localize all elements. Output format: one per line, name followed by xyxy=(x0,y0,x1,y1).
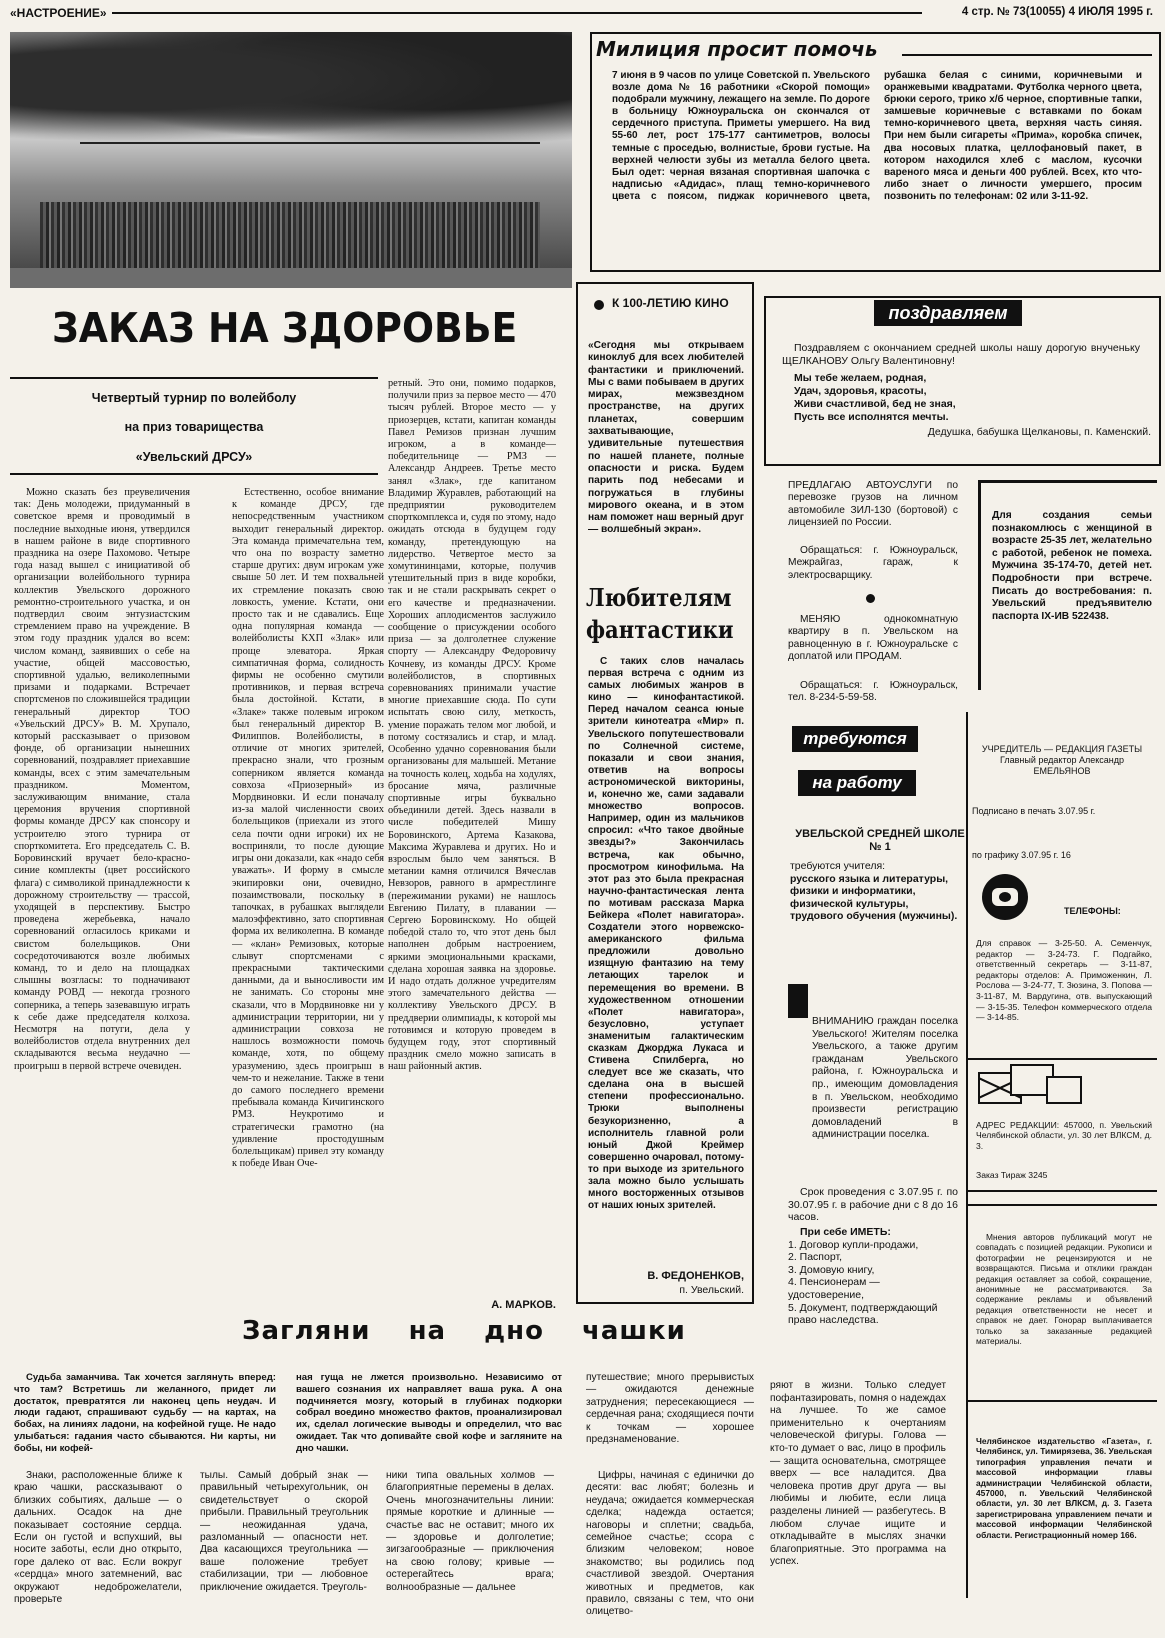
notice-docs: При себе ИМЕТЬ: 1. Договор купли-продажи, 2. Паспорт, 3. Домовую книгу, 4. Пенсионерам — удостоверение, 5. Документ, подтверждающий право наследства. xyxy=(788,1226,938,1327)
congrats-badge: поздравляем xyxy=(874,300,1022,326)
jobs-list: требуются учителя: русского языка и литературы, физики и информатики, физической культуры, трудового обучения (мужчины). xyxy=(790,860,958,922)
congrats-verse: Мы тебе желаем, родная, Удач, здоровья, красоты, Живи счастливой, бед не зная, Пусть все исполнятся мечты. xyxy=(794,372,956,423)
kino-rubric: К 100-ЛЕТИЮ КИНО xyxy=(612,296,729,310)
ad-family: Для создания семьи познакомлюсь с женщиной в возрасте 25-35 лет, желательно с работой, ребенок не помеха. Мужчина 35-174-70, детей нет. Подробности при встрече. Писать до востребования: п. Увельский предъявителю паспорта IX-ИВ 522438. xyxy=(992,510,1152,622)
article-col-3: ретный. Это они, помимо подарков, получили приз за первое место — 470 тысяч рублей. Второе место — у приозерцев, кстати, капитан команды Павел Ремизов признан лучшим игроком, а в команде—победительнице — РМЗ — Александр Андреев. Третье место занял «Злак», где капитаном Владимир Журавлев, работающий на предприятии руководителем спорткомплекса и, судя по этому, надо ожидать отсюда в будущем году команду, претендующую на лидерство. Четвертое место за хомутининцами, которые, получив утешительный приз в виде коробки, так и не стали раскрывать секрет о его качестве и предназначении. Хороших аплодисментов заслужило сообщение о присуждении особого приза — за долголетнее служение спорту — Александру Федоровичу Кочневу, из команды ДРСУ. Кроме волейболистов, в спортивных соревнованиях принимали участие многие приехавшие сюда. По сути испытать свою силу, меткость, умение поражать телом мог любой, и потому состязались и стар, и млад. Особенно удачно соревнования были организованы для малышей. Метание на точность колец, ходьба на ходулях, бросание мяча, различные спортивные игры буквально объединили детей. Здесь назвали в числе победителей Мишу Боровинского, Артема Казакова, Максима Журавлева и других. Но и взрослым было чем заняться. В метании камня отличился Вячеслав Невзоров, равного в армрестлинге (пережимании руками) не нашлось Евгению Пилату, в плавании — Сергею Боровинскому. Но общей победой стало то, что этот день был наполнен добрым настроением, яркими эмоциональными красками, сделана хорошая заявка на здоровье. И надо отдать должное учредителям этого замечательного действа — коллективу Увельского ДРСУ. В преддверии олимпиады, к которой мы готовимся и которую проведем в будущем году, этот спортивный праздник смело можно записать в наш районный актив. xyxy=(388,378,556,1073)
article-col-1: Можно сказать без преувеличения так: День молодежи, придуманный в советское время и проводимый в последние выходные июня, утвердился в нашем районе в виде спортивного праздника на озере Пахомово. Четыре года назад вышел с инициативой об организации волейбольного турнира коллектив Увельского дорожного ремонтно-строительного участка, и он подтвердил своим энтузиастским стремлением право на учреждение. В этом году праздник удался во всем: числом команд, заявивших о себе на участие, общей массовостью, спортивной удалью, великолепными призами и подарками. Встречает спортсменов по сложившейся традиции генеральный директор ТОО «Увельский ДРСУ» В. М. Хрупало, который рассказывает о призовом фонде, об организации нынешних соревнований, поздравляет приехавшие команды, всех с этим замечательным праздником. Моментом, заслуживающим внимание, стала церемония вручения спортивной формы команде ДРСУ как спонсору и устроителю этого турнира от спорткомитета. Его председатель С. В. Боровинский вручает бело-красно-синие комплекты (цвет российского флага) с символикой принадлежности к дорожному строительству — трассой, уходящей в перспективу. Быстро проведена жеребьевка, начало соревнований огласилось криками и свистом болельщиков. Они сосредоточиваются возле любимых команд, то и дело на площадках слышны возгласы: то подначивают команду РОВД — некогда грозного соперника, а теперь зазевавшую играть к себе даже председателя колхоза. Несмотря на потуги, дела у волейболистов отдела внутренних дел складываются весьма неудачно — проигрыш в первой встрече очевиден. xyxy=(14,487,190,1072)
issue-info: 4 стр. № 73(10055) 4 ИЮЛЯ 1995 г. xyxy=(961,6,1153,18)
imprint-phones: Для справок — 3-25-50. А. Семенчук, редактор — 3-24-73. Г. Подгайко, ответственный секретарь — 3-11-87, редакторы отделов: А. Приможенкин, Л. Рослова — 3-24-77, Т. Зюзина, З. Попова — 3-11-87, М. Вардугина, отв. выпускающий — 3-15-35. Телефон коммерческого отдела — 3-14-85. xyxy=(976,938,1152,1023)
envelope-icon xyxy=(1046,1076,1082,1104)
article-author: А. МАРКОВ. xyxy=(491,1299,556,1311)
article-subtitle-1: Четвертый турнир по волейболу xyxy=(91,391,297,405)
imprint-address: АДРЕС РЕДАКЦИИ: 457000, п. Увельский Челябинской области, ул. 30 лет ВЛКСМ, д. 3. xyxy=(976,1120,1152,1151)
notice-text: ВНИМАНИЮ граждан поселка Увельского! Жителям поселка Увельского, а также другим гражданам Увельского района, г. Южноуральска и пр., имеющим домовладения в п. Увельском, необходимо произвести регистрацию домовладений в администрации поселка. xyxy=(812,1016,958,1141)
ad-swap-contact: Обращаться: г. Южноуральск, тел. 8-234-5-59-58. xyxy=(788,680,958,704)
coffee-col-3: ники типа овальных холмов — благоприятные перемены в делах. Очень многозначительны линии: прямые короткие и длинные — счастье вас не оставит; много их — здоровье и долголетие; зигзагообразные — приключения на свою голову; кривые — остерегайтесь врага; волнообразные — дальнее xyxy=(386,1470,554,1593)
kino-body: С таких слов началась первая встреча с одним из самых любимых жанров в кино — кинофантастикой. Перед началом сеанса юные зрители кинотеатра «Мир» п. Увельского попутешествовали по Солнечной системе, показали и свои знания, ответив на вопросы астрономической викторины, и, конечно же, сами задавали множество вопросов. Например, один из мальчиков спросил: «Что такое двойные звезды?» Закончилась встреча, как обычно, просмотром кинофильма. На этот раз это была прекрасная научно-фантастическая лента по мотивам рассказа Марка Бейкера «Полет навигатора». Создатели этого норвежско-американского фильма предложили довольно изящную фантазию на тему летающих тарелок и перемещения во времени. В художественном отношении «Полет навигатора», безусловно, уступает знаменитым галактическим сказкам Джорджа Лукаса и Стивена Спилберга, но следует все же сказать, что сделана она в высшей степени профессионально. Трюки выполнены безукоризненно, а исполнитель главной роли юный Джой Креймер совершенно очаровал, потому-то при выходе из зрительного зала можно было услышать много восторженных отзывов от наших юных зрителей. xyxy=(588,656,744,1212)
article-title: ЗАКАЗ НА ЗДОРОВЬЕ xyxy=(52,304,518,352)
notice-dates: Срок проведения с 3.07.95 г. по 30.07.95 г. в рабочие дни с 8 до 16 часов. xyxy=(788,1186,958,1224)
imprint-schedule: по графику 3.07.95 г. 16 xyxy=(972,850,1071,860)
kino-title: Любителям фантастики xyxy=(586,583,734,644)
article-subtitle-2: на приз товарищества xyxy=(124,420,264,434)
coffee-intro-2: ная гуща не лжется произвольно. Независимо от вашего сознания их направляет ваша рука. А она подчиняется мозгу, который в глубинах подкорки собрал воедино множество фактов, проанализировал их, сделал логические выводы и определил, что вас ожидает. Так что допивайте свой кофе и загляните на дно чашки. xyxy=(296,1372,562,1454)
jobs-badge-1: требуются xyxy=(792,726,918,752)
section-name: «НАСТРОЕНИЕ» xyxy=(10,6,107,20)
ad-auto: ПРЕДЛАГАЮ АВТОУСЛУГИ по перевозке грузов на личном автомобиле ЗИЛ-130 (бортовой) с лицензией по России. xyxy=(788,480,958,529)
coffee-col-3-top: путешествие; много прерывистых — ожидаются денежные затруднения; пересекающиеся — сердечная рана; сходящиеся почти к точкам — хорошее предзнаменование. xyxy=(586,1372,754,1446)
jobs-school: УВЕЛЬСКОЙ СРЕДНЕЙ ШКОЛЕ № 1 xyxy=(795,828,965,853)
coffee-intro-1: Судьба заманчива. Так хочется заглянуть вперед: что там? Встретишь ли желанного, придет ли достаток, превратятся ли наконец цепь неудач. И люди гадают, спрашивают судьбу — на картах, на бобах, на линиях ладони, на кофейной гуще. Не надо улыбаться: гадания часто сбываются. Ни карты, ни бобы, ни кофей- xyxy=(14,1372,276,1454)
congrats-text: Поздравляем с окончанием средней школы нашу дорогую внученьку ЩЕЛКАНОВУ Ольгу Валентиновну! xyxy=(782,342,1140,367)
imprint-opinions: Мнения авторов публикаций могут не совпадать с позицией редакции. Рукописи и фотографии не рецензируются и не возвращаются. Письма и отклики граждан редакция оставляет за собой, сокращение, анонимные не рассматриваются. За содержание рекламы и объявлений редакция ответственности не несет и справок не дает. Гонорар выплачивается только за заказанные редакцией материалы. xyxy=(976,1232,1152,1347)
police-notice xyxy=(590,32,1161,272)
ad-auto-contact: Обращаться: г. Южноуральск, Межрайгаз, гараж, к электросварщику. xyxy=(788,545,958,581)
imprint-order: Заказ Тираж 3245 xyxy=(976,1170,1048,1180)
jobs-badge-2: на работу xyxy=(798,770,916,796)
police-body: 7 июня в 9 часов по улице Советской п. Увельского возле дома № 16 работники «Скорой помощи» подобрали мужчину, лежащего на земле. По дороге в больницу Южноуральска он скончался от сердечного приступа. Приметы умершего. На вид 55-60 лет, рост 175-177 сантиметров, волосы темные с проседью, волнистые, брови густые. На верхней челюсти зубы из металла белого цвета. Был одет: черная вязаная спортивная шапочка с надписью «Адидас», плащ темно-коричневого цвета с поясом, пиджак коричневого цвета, рубашка белая с синими, коричневыми и оранжевыми квадратами. Футболка черного цвета, брюки серого, трико х/б черное, спортивные тапки, замшевые коричневые с вставками по бокам темно-коричневого цвета, верхняя часть синяя. При нем были сигареты «Прима», коробка спичек, два носовых платка, целлофановый пакет, в котором находился хлеб с маслом, кусочки вареного мяса и деньги 400 рублей. Всех, кто что-либо знает о личности умершего, просим позвонить по телефонам: 02 или 3-11-92. xyxy=(612,70,1142,202)
coffee-col-4: Цифры, начиная с единички до десяти: вас любят; болезнь и неудача; ожидается коммерческая сделка; надежда остается; наговоры и сплетни; свадьба, семейное счастье; ссора с близким человеком; новое знакомство; вы родились под счастливой звездой. Очертания животных и предметов, как правило, связаны с тем, что они олицетво- xyxy=(586,1470,754,1618)
telephone-icon xyxy=(982,874,1028,920)
kino-lead: «Сегодня мы открываем киноклуб для всех любителей фантастики и приключений. Мы с вами побываем в других мирах, межзвездном пространстве, на других планетах, совершим захватывающие, удивительные путешествия по нашей планете, полные опасности и риска. Будем парить под небесами и погружаться в глубины мирового океана, и в этом нам поможет наш верный друг — волшебный экран». xyxy=(588,340,744,536)
article-subtitle-3: «Увельский ДРСУ» xyxy=(135,450,253,464)
coffee-col-2: тылы. Самый добрый знак — правильный четырехугольник, он свидетельствует о скорой прибыли. Правильный треугольник — неожиданная удача, разломанный — опасности нет. Два касающихся треугольника — ваше положение требует стабилизации, три — любовное приключение ожидается. Треуголь- xyxy=(200,1470,368,1593)
congrats-box xyxy=(764,296,1161,466)
coffee-title: Загляни на дно чашки xyxy=(242,1316,686,1346)
phones-title: ТЕЛЕФОНЫ: xyxy=(1064,906,1121,916)
kino-author: В. ФЕДОНЕНКОВ, xyxy=(647,1270,744,1282)
congrats-sign: Дедушка, бабушка Щелкановы, п. Каменский. xyxy=(927,426,1151,438)
ad-swap: МЕНЯЮ однокомнатную квартиру в п. Увельском на равноценную в г. Южноуральске с доплатой или ПРОДАМ. xyxy=(788,614,958,663)
header-rule xyxy=(112,12,922,14)
coffee-col-1: Знаки, расположенные ближе к краю чашки, рассказывают о близких событиях, дальше — о дальних. Осадок на дне показывает состояние сердца. Если он густой и вспухший, вы носите заботы, если дно открыто, горе далеко от вас. Если вокруг «сердца» много затемнений, вас окружают недоброжелатели, проверьте xyxy=(14,1470,182,1606)
imprint-publisher: Челябинское издательство «Газета», г. Челябинск, ул. Тимирязева, 36. Увельская типография управления печати и массовой информации главы администрации Челябинской области, 457000, п. Увельский Челябинской области, ул. 30 лет ВЛКСМ, д. 3. Газета зарегистрирована управлением печати и массовой информации Челябинской области. Регистрационный номер 166. xyxy=(976,1436,1152,1540)
coffee-col-5: ряют в жизни. Только следует пофантазировать, помня о надеждах на лучшее. То же самое применительно к очертаниям человеческой фигуры. Голова — кто-то думает о вас, лицо в профиль — защита основательна, смотрящее вверх — все наладится. Два человека против друг друга — вы любимы и любите, если лица разделены линией — разбегутесь. В любом случае ищите и откладывайте в мыслях значки благоприятные. Это программа на успех. xyxy=(770,1380,946,1568)
dropcap-block xyxy=(788,984,808,1018)
kino-place: п. Увельский. xyxy=(679,1284,744,1296)
article-col-2: Естественно, особое внимание к команде ДРСУ, где непосредственным участником выходит генеральный директор. Эта команда примечательна тем, что она по возрасту заметно старше других: двум игрокам уже свыше 50 лет. И тем похвальней их стремление показать свою ловкость, умение. Кстати, они просто так и не сдавались. Еще одна популярная команда — волейболисты КХП «Злак» или проще элеватора. Яркая симпатичная форма, солидность фирмы не особенно смутили противников, и первая встреча была достойной. Кстати, в «Злаке» также полевым игроком был генеральный директор В. Филиппов. Волейболисты, в отличие от многих зрителей, прекрасно знали, что грозным соперником является команда совхоза «Приозерный» из Мордвиновки. И если поначалу из-за малой численности своих болельщиков (приехали из этого села почти одни игроки) их не восприняли, то после дующие игры они доказали, как «надо себя уважать». И форму в смысле экипировки они, очевидно, позаимствовали, поскольку в тапочках, в рубашках выглядели малоэффективно, зато спортивная форма их великолепна. В команде — «клан» Ремизовых, которые слывут спортсменами с прекрасными тактическими данными, да и выносливости им не занимать. Со стороны мне сказали, что в Мордвиновке ни у администрации территории, ни у администрации совхоза не нашлось возможности помочь команде, хотя, по общему уразумению, здесь проигрыш в чем-то и нежелание. Также в тени до самого последнего времени пребывала команда Кичигинского РМЗ. Неукротимо и стратегически грамотно (на удивление простодушным болельщикам) привел эту команду к победе Иван Оче- xyxy=(232,487,384,1170)
bullet-icon xyxy=(594,300,604,310)
imprint-signed: Подписано в печать 3.07.95 г. xyxy=(972,806,1096,816)
police-title: Милиция просит помочь xyxy=(596,37,878,61)
bullet-icon xyxy=(866,594,875,603)
volleyball-photo xyxy=(10,32,572,288)
imprint-founder: УЧРЕДИТЕЛЬ — РЕДАКЦИЯ ГАЗЕТЫ Главный редактор Александр ЕМЕЛЬЯНОВ xyxy=(981,744,1143,776)
